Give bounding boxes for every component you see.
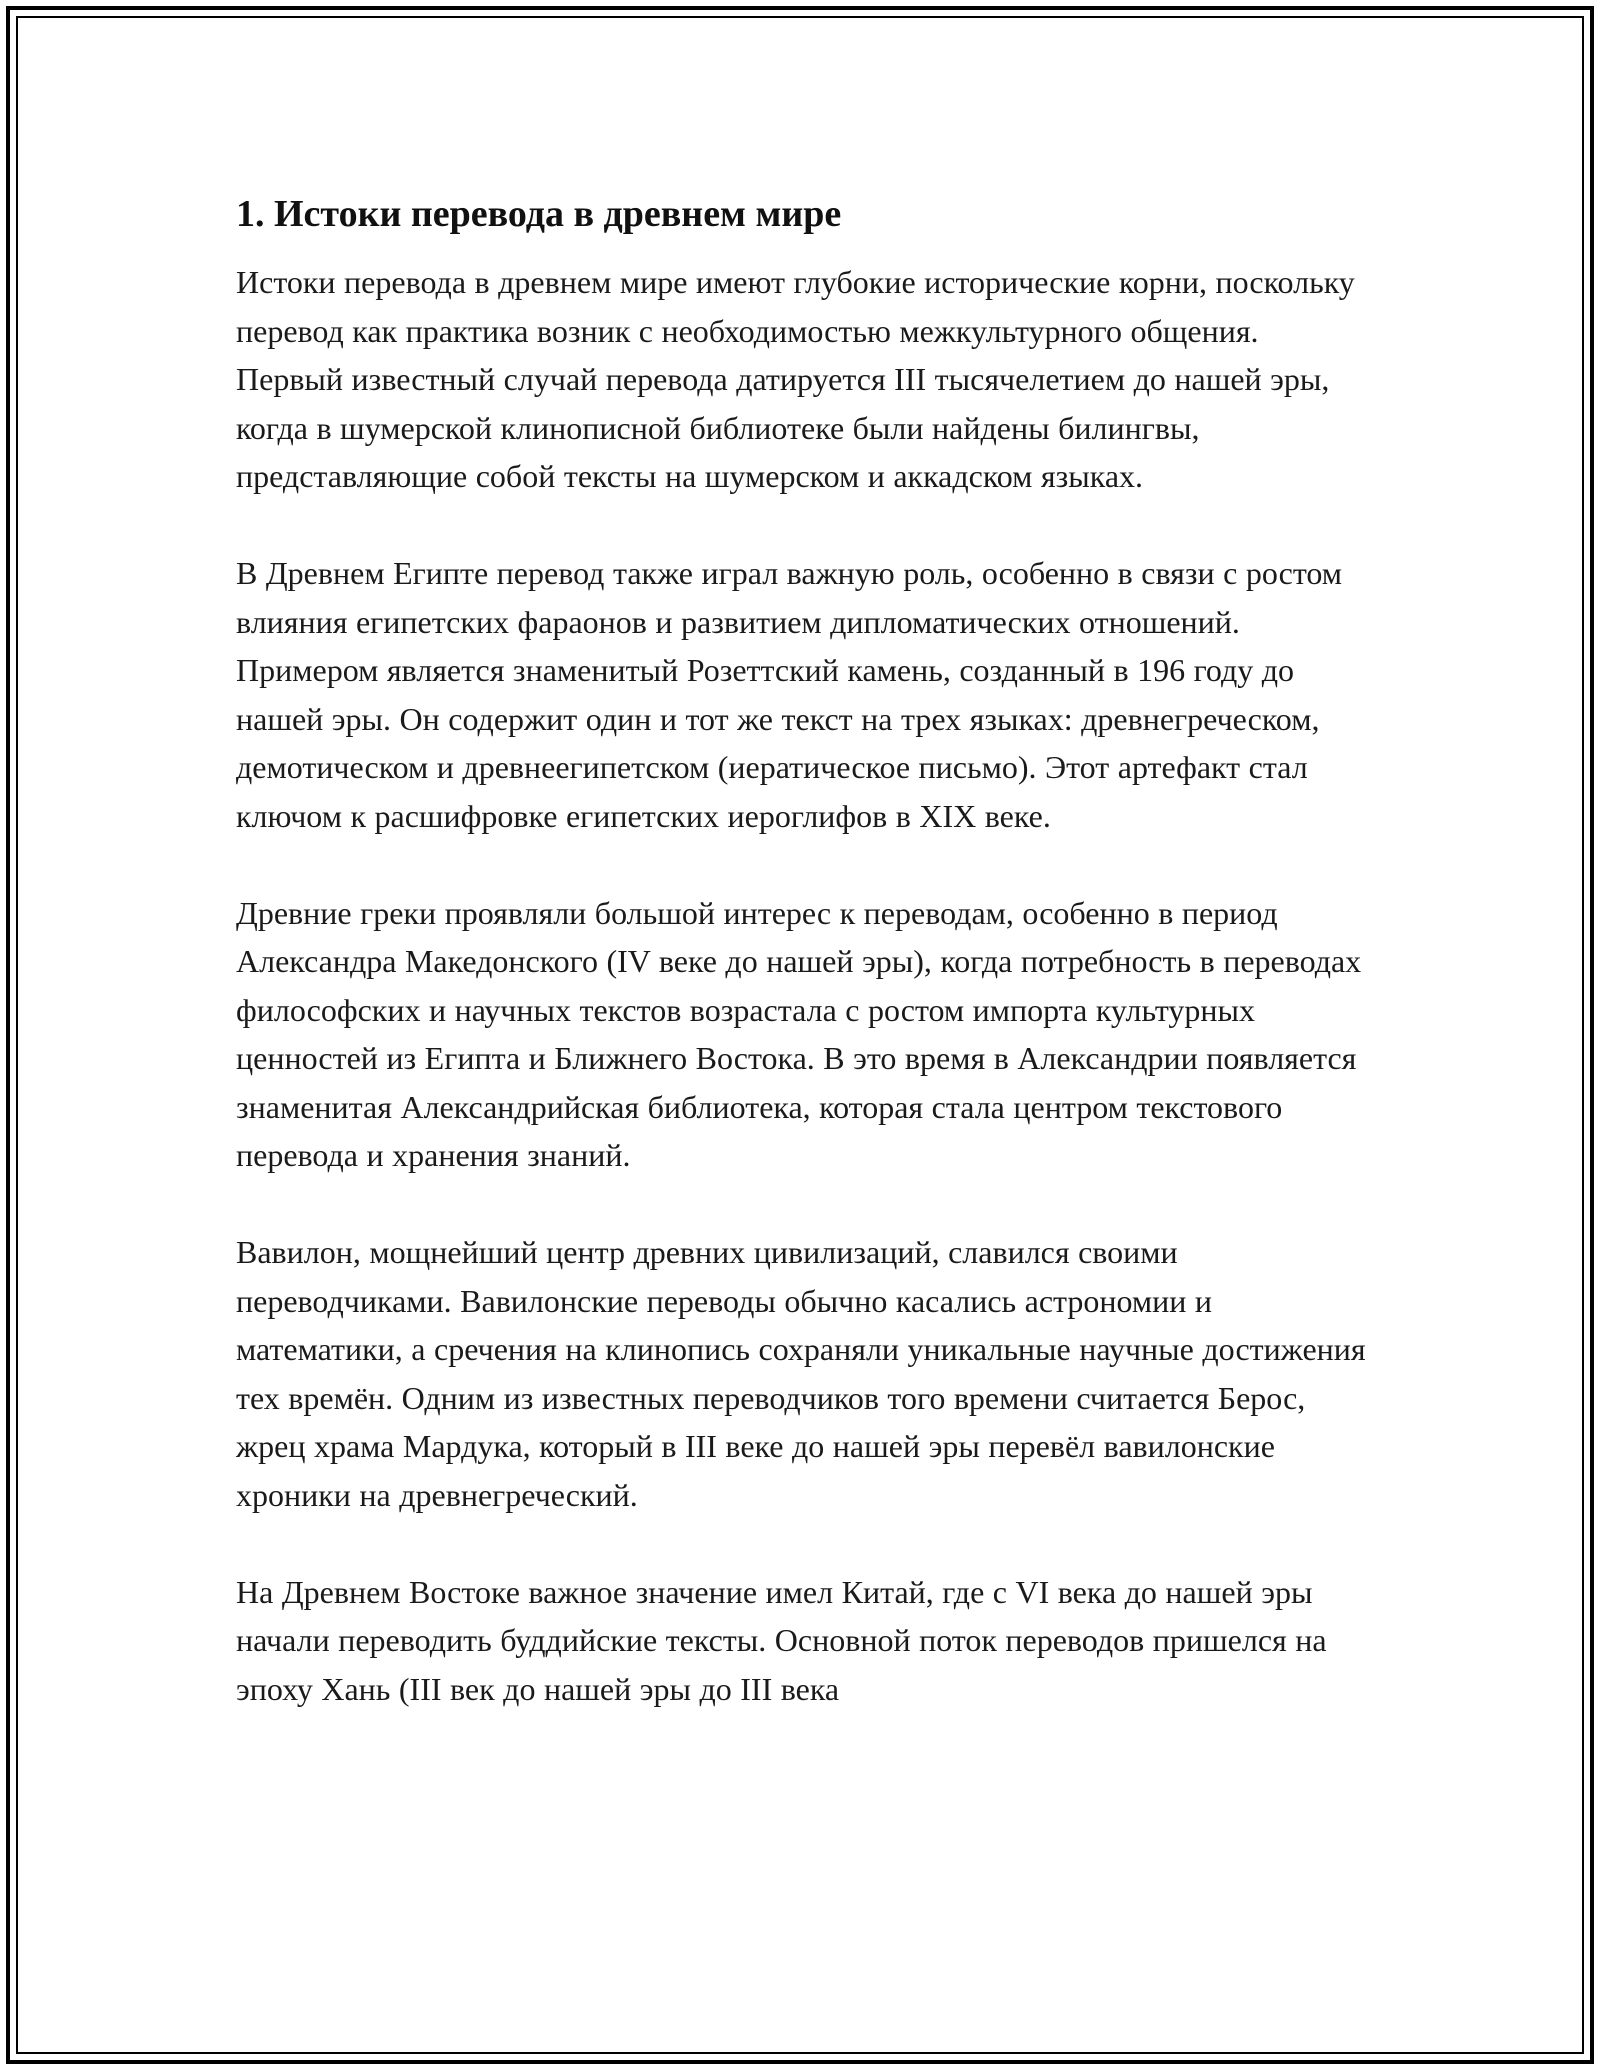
document-body xyxy=(236,188,1366,1713)
paragraph-5: На Древнем Востоке важное значение имел Китай, где с VI века до нашей эры начали переводить буддийские тексты. Основной поток переводов пришелся на эпоху Хань (III век до нашей эры до III века xyxy=(236,1573,1327,1707)
paragraph-3: Древние греки проявляли большой интерес к переводам, особенно в период Александра Македонского (IV веке до нашей эры), когда потребность в переводах философских и научных текстов возрастала с ростом импорта культурных ценностей из Египта и Ближнего Востока. В это время в Александрии появляется знаменитая Александрийская библиотека, которая стала центром текстового перевода и хранения знаний. xyxy=(236,894,1362,1173)
paragraph-2: В Древнем Египте перевод также играл важную роль, особенно в связи с ростом влияния египетских фараонов и развитием дипломатических отношений. Примером является знаменитый Розеттский камень, созданный в 196 году до нашей эры. Он содержит один и тот же текст на трех языках: древнегреческом, демотическом и древнеегипетском (иератическое письмо). Этот артефакт стал ключом к расшифровке египетских иероглифов в XIX веке. xyxy=(236,555,1343,834)
section-heading: 1. Истоки перевода в древнем мире xyxy=(236,193,842,235)
paragraph-4: Вавилон, мощнейший центр древних цивилизаций, славился своими переводчиками. Вавилонские переводы обычно касались астрономии и математики, а сречения на клинопись сохраняли уникальные научные достижения тех времён. Одним из известных переводчиков того времени считается Берос, жрец храма Мардука, который в III веке до нашей эры перевёл вавилонские хроники на древнегреческий. xyxy=(236,1234,1366,1513)
paragraph-1: Истоки перевода в древнем мире имеют глубокие исторические корни, поскольку перевод как практика возник с необходимостью межкультурного общения. Первый известный случай перевода датируется III тысячелетием до нашей эры, когда в шумерской клинописной библиотеке были найдены билингвы, представляющие собой тексты на шумерском и аккадском языках. xyxy=(236,264,1355,494)
